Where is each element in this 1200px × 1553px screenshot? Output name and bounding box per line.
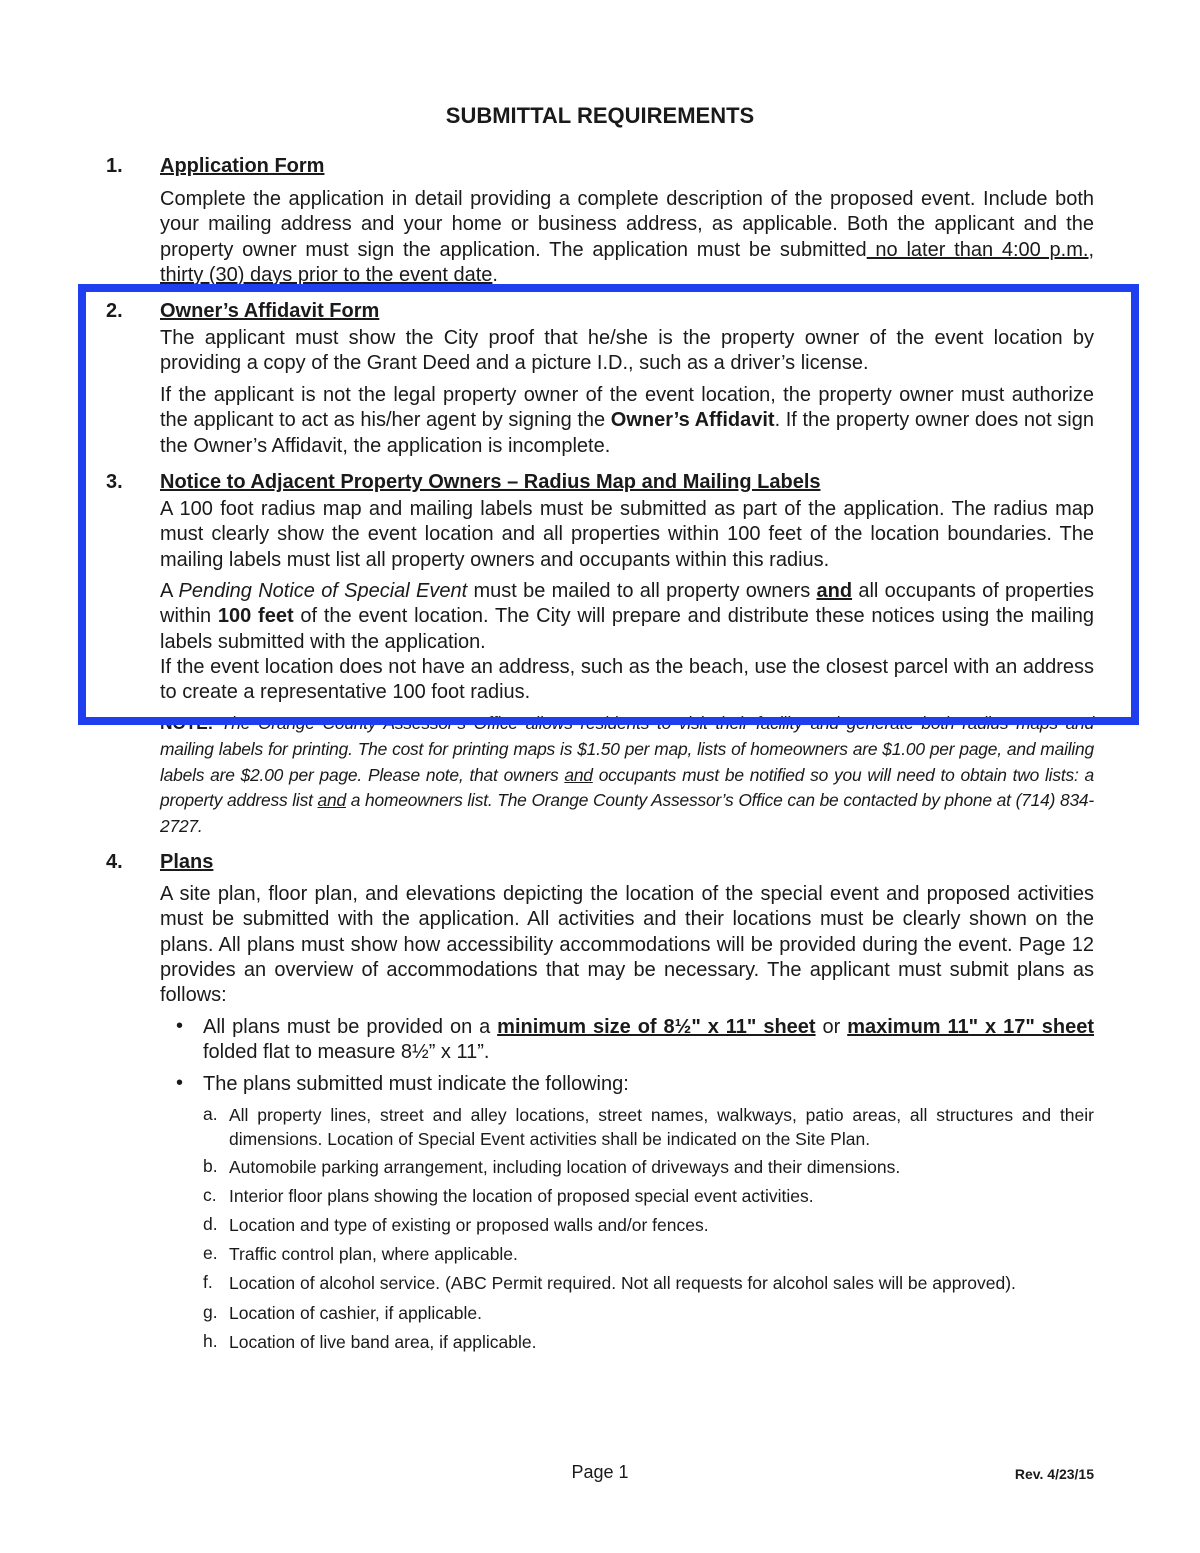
section-1-number: 1. bbox=[106, 155, 123, 177]
note-label: NOTE: bbox=[160, 713, 214, 733]
section-1-paragraph bbox=[160, 187, 1094, 288]
page-number: Page 1 bbox=[571, 1462, 629, 1482]
list-item: Traffic control plan, where applicable. bbox=[229, 1244, 518, 1264]
note-and-1: and bbox=[564, 764, 593, 785]
hundred-feet-emphasis: 100 feet bbox=[217, 605, 294, 628]
note-and-2: and bbox=[317, 790, 346, 811]
assessor-note bbox=[160, 711, 1094, 840]
list-item: Interior floor plans showing the location of proposed special event activities. bbox=[229, 1186, 814, 1206]
bullet-2-text: The plans submitted must indicate the following: bbox=[203, 1073, 629, 1095]
section-3-p2-text-a: A bbox=[160, 580, 179, 602]
note-text-a: The Orange County Assessor’s Office allows residents to visit their facility and generate both radius maps and mailing labels for printing. The cost for printing maps is $1.50 per map, lists of homeowners are $1.00 per page, and mailing labels are $2.00 per page. Please note, that owners bbox=[160, 713, 1094, 785]
note-text-c: a homeowners list. The Orange County Assessor’s Office can be contacted by phone at (714) 834-2727. bbox=[160, 790, 1094, 837]
section-1-text-a: Complete the application in detail providing a complete description of the proposed event. Include both your mailing address and your home or business address, as applicable. Both the applicant and the property owner must sign the application. The application must be submitted bbox=[160, 188, 1094, 261]
section-2-heading: Owner’s Affidavit Form bbox=[160, 300, 380, 322]
section-4-number: 4. bbox=[106, 851, 123, 873]
bullet-1-text-b: or bbox=[815, 1016, 848, 1038]
revision-date: Rev. 4/23/15 bbox=[1014, 1466, 1094, 1482]
pending-notice-term: Pending Notice of Special Event bbox=[178, 580, 468, 602]
section-3-p2-text-c: all occupants of properties within bbox=[160, 580, 1094, 628]
list-item-letter: h. bbox=[203, 1331, 218, 1351]
list-item-letter: b. bbox=[203, 1156, 218, 1176]
section-2-p2-text-a: If the applicant is not the legal property owner of the event location, the property owner must authorize the applicant to act as his/her agent by signing the bbox=[160, 384, 1094, 432]
list-item-letter: g. bbox=[203, 1302, 218, 1322]
note-text-b: occupants must be notified so you will need to obtain two lists: a property address list bbox=[160, 764, 1094, 811]
and-emphasis: and bbox=[816, 580, 853, 602]
list-item-letter: f. bbox=[203, 1272, 213, 1292]
section-3-paragraph-2 bbox=[160, 579, 1094, 655]
bullet-1-text-a: All plans must be provided on a bbox=[203, 1016, 498, 1038]
list-item-letter: e. bbox=[203, 1243, 218, 1263]
section-1-heading: Application Form bbox=[160, 155, 325, 177]
section-4-heading: Plans bbox=[160, 851, 214, 873]
list-item: Location and type of existing or proposed walls and/or fences. bbox=[229, 1215, 709, 1235]
list-item: Location of live band area, if applicable. bbox=[229, 1332, 537, 1352]
section-3-p2-text-b: must be mailed to all property owners bbox=[467, 580, 817, 602]
section-3-paragraph-3: If the event location does not have an address, such as the beach, use the closest parcel with an address to create a representative 100 foot radius. bbox=[160, 656, 1094, 704]
section-1-deadline: no later than 4:00 p.m., thirty (30) days prior to the event date bbox=[160, 238, 1094, 286]
list-item: All property lines, street and alley locations, street names, walkways, patio areas, all structures and their dimensions. Location of Special Event activities shall be indicated on the Site Plan. bbox=[229, 1105, 1094, 1149]
list-item-letter: d. bbox=[203, 1214, 218, 1234]
section-2-paragraph-2 bbox=[160, 383, 1094, 459]
section-3-paragraph-1: A 100 foot radius map and mailing labels must be submitted as part of the application. The radius map must clearly show the event location and all properties within 100 feet of the location boundaries. The mailing labels must list all property owners and occupants within this radius. bbox=[160, 498, 1094, 571]
owners-affidavit-term: Owner’s Affidavit bbox=[610, 409, 775, 432]
bullet-1-text bbox=[203, 1015, 1094, 1066]
bullet-icon: • bbox=[176, 1072, 184, 1094]
section-1-text-b: . bbox=[492, 263, 498, 286]
section-2-p2-text-b: . If the property owner does not sign the Owner’s Affidavit, the application is incomplete. bbox=[160, 409, 1094, 457]
bullet-icon: • bbox=[176, 1015, 184, 1037]
section-2-paragraph-1: The applicant must show the City proof that he/she is the property owner of the event location by providing a copy of the Grant Deed and a picture I.D., such as a driver’s license. bbox=[160, 327, 1094, 375]
section-2-number: 2. bbox=[106, 300, 123, 322]
maximum-size-emphasis: maximum 11" x 17" sheet bbox=[847, 1016, 1095, 1038]
list-item-letter: c. bbox=[203, 1185, 217, 1205]
list-item-letter: a. bbox=[203, 1104, 218, 1124]
minimum-size-emphasis: minimum size of 8½" x 11" sheet bbox=[497, 1016, 816, 1038]
section-3-heading: Notice to Adjacent Property Owners – Radius Map and Mailing Labels bbox=[160, 471, 821, 493]
bullet-1-text-c: folded flat to measure 8½” x 11”. bbox=[203, 1041, 490, 1064]
list-item: Location of alcohol service. (ABC Permit required. Not all requests for alcohol sales will be approved). bbox=[229, 1273, 1016, 1293]
list-item: Automobile parking arrangement, including location of driveways and their dimensions. bbox=[229, 1157, 901, 1177]
section-3-number: 3. bbox=[106, 471, 123, 493]
section-4-paragraph: A site plan, floor plan, and elevations depicting the location of the special event and proposed activities must be submitted with the application. All activities and their locations must be clearly shown on the plans. All plans must show how accessibility accommodations will be provided during the event. Page 12 provides an overview of accommodations that may be necessary. The applicant must submit plans as follows: bbox=[160, 883, 1094, 1007]
list-item: Location of cashier, if applicable. bbox=[229, 1303, 482, 1323]
section-3-p2-text-d: of the event location. The City will prepare and distribute these notices using the mailing labels submitted with the application. bbox=[160, 605, 1094, 653]
page-title: SUBMITTAL REQUIREMENTS bbox=[445, 103, 755, 128]
